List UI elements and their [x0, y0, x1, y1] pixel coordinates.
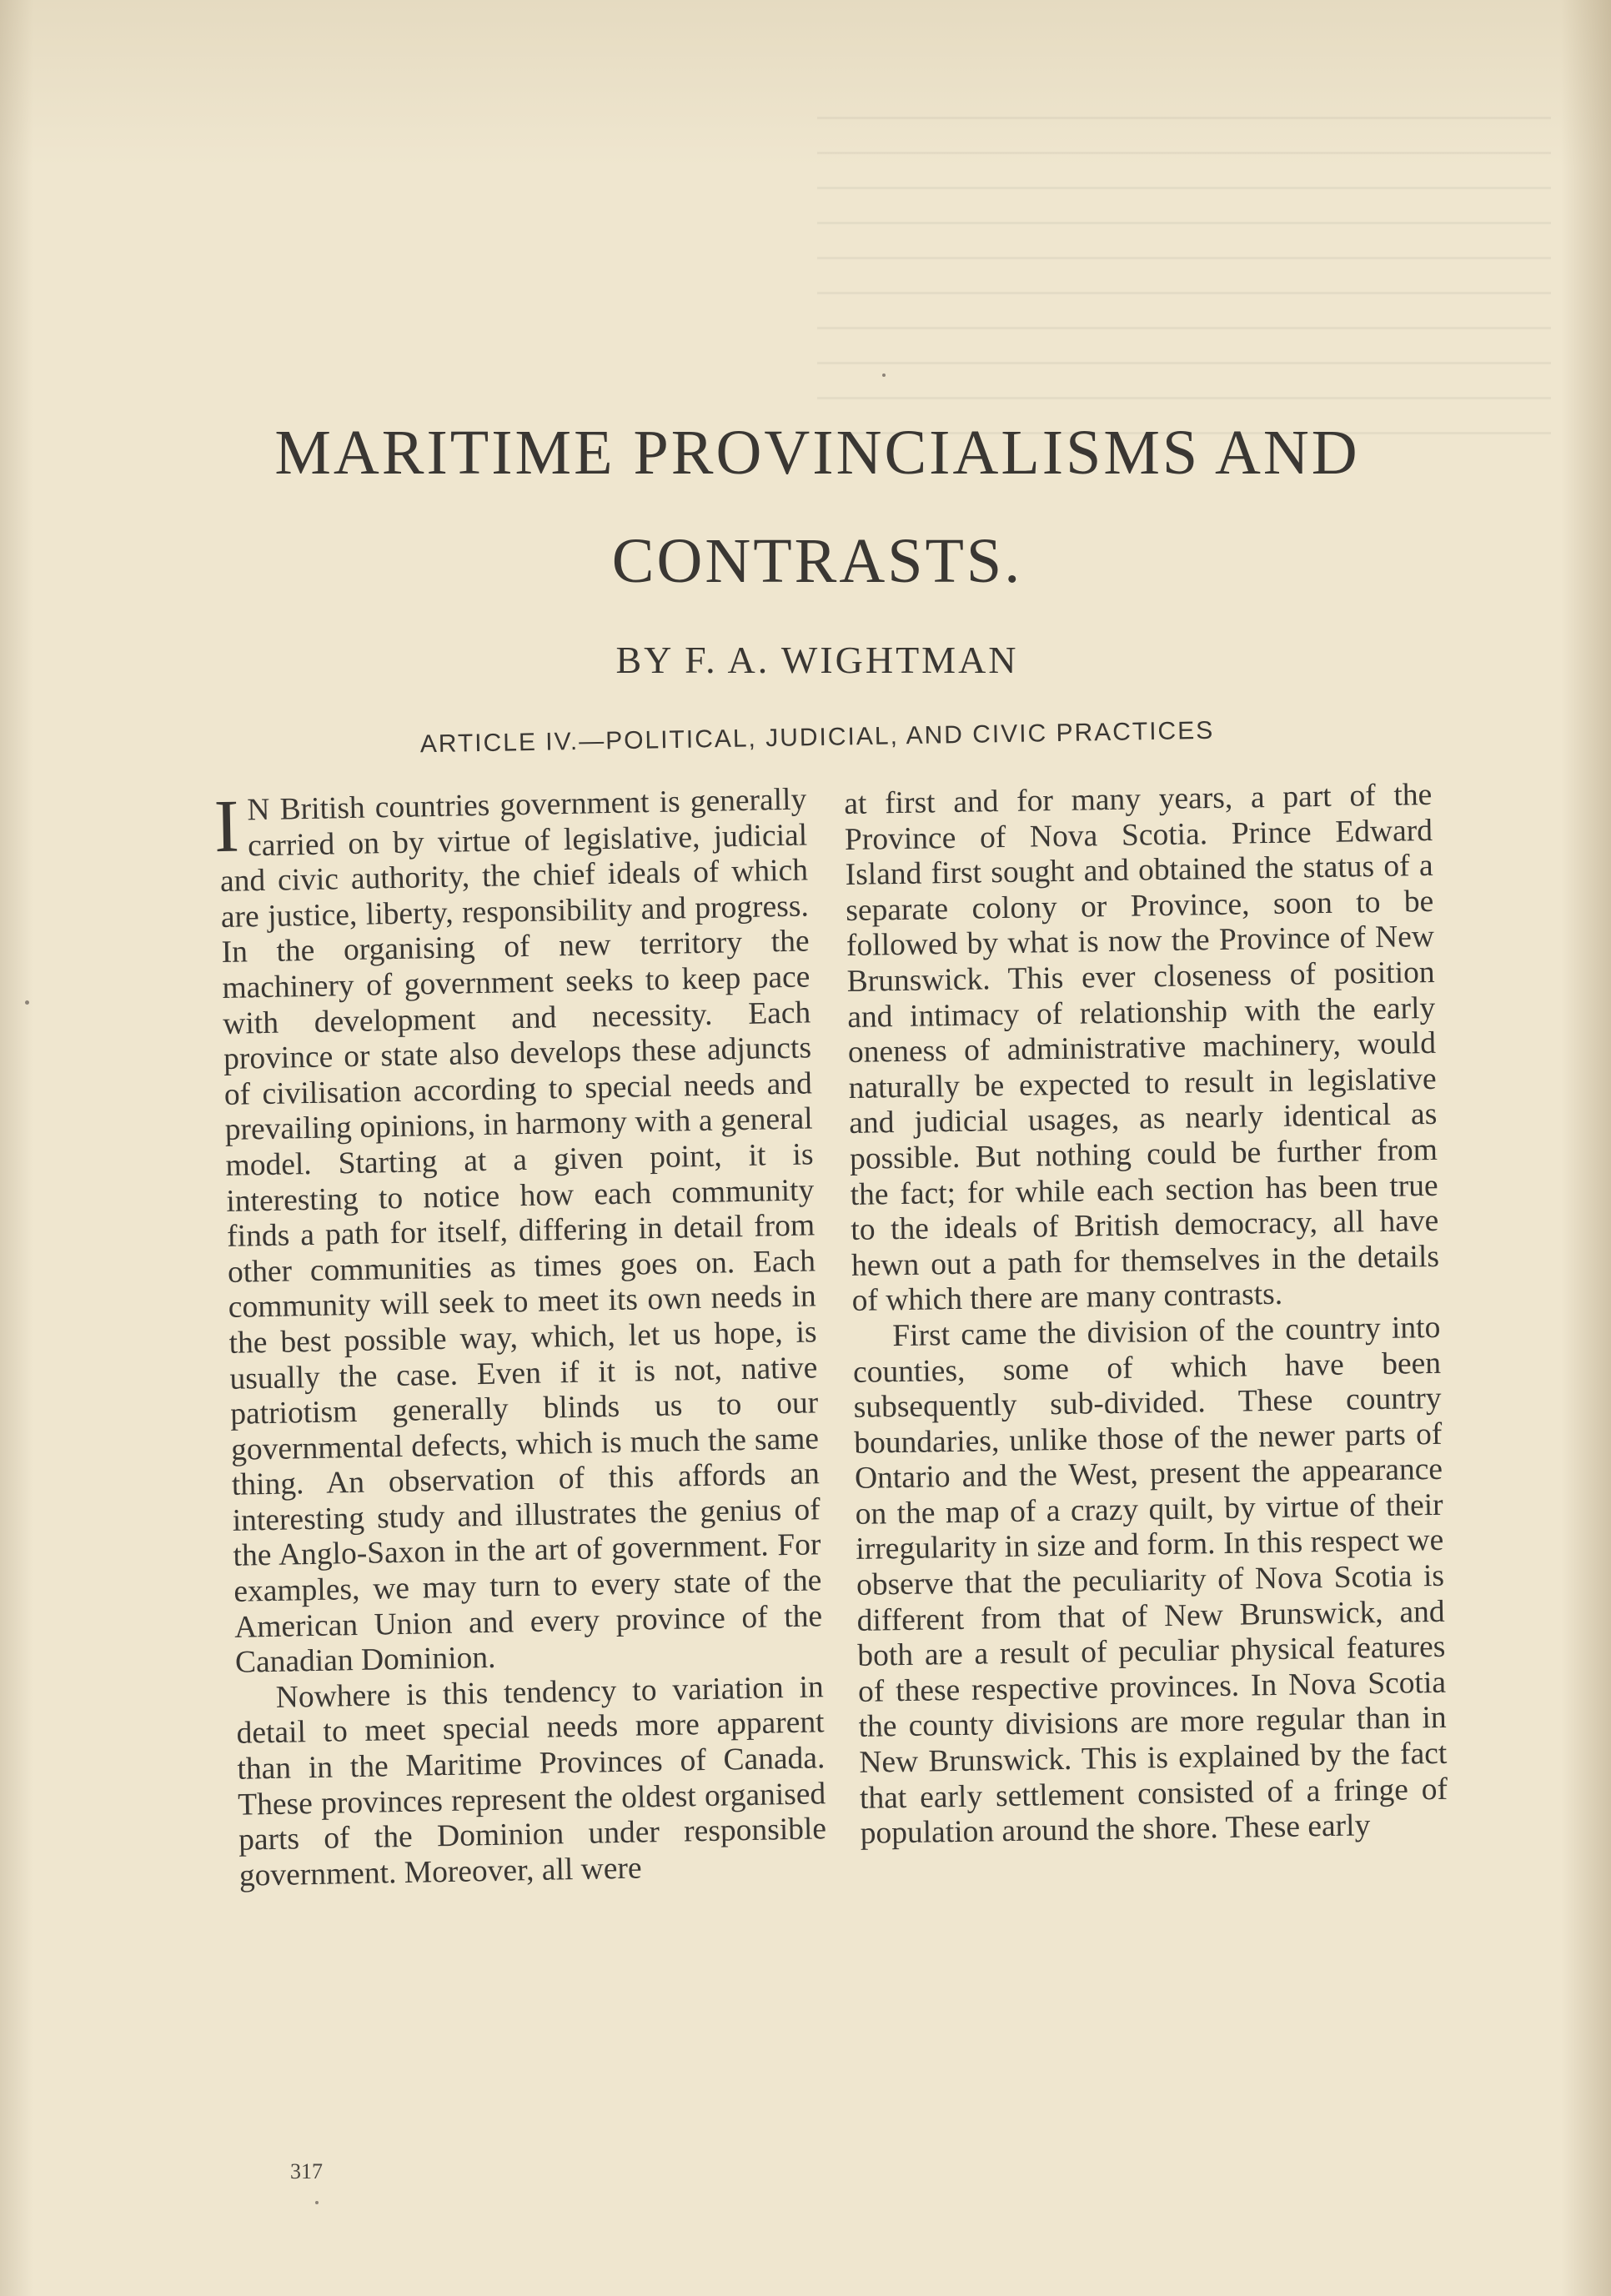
- paragraph-1: [213, 782, 823, 1681]
- paragraph-2-text: Nowhere is this tendency to variation in detail to meet special needs more apparent than in the Maritime Provinces of Canada. These provinces represent the oldest organised parts of the Dominion under responsible government. Moreover, all were: [236, 1670, 827, 1893]
- paragraph-1-text: British countries government is generally carried on by virtue of legislative, judicial and civic authority, the chief ideals of which are justice, liberty, responsibility and progress. In the organising of new territory the machinery of government seeks to keep pace with development and necessity. Each province or state also develops these adjuncts of civilisation according to special needs and prevailing opinions, in harmony with a general model. Starting at a given point, it is interesting to notice how each community finds a path for itself, differing in detail from other communities as times goes on. Each community will seek to meet its own needs in the best possible way, which, let us hope, is usually the case. Even if it is not, native patriotism generally blinds us to our governmental defects, which is much the same thing. An observation of this affords an interesting study and illustrates the genius of the Anglo-Saxon in the art of government. For examples, we may turn to every state of the American Union and every province of the Canadian Dominion.: [219, 782, 823, 1681]
- paragraph-3: [852, 1311, 1448, 1852]
- bleed-through-text: [817, 117, 1551, 467]
- paragraph-2-continued-text: at first and for many years, a part of the Province of Nova Scotia. Prince Edward Island first sought and obtained the status of a separate colony or Province, soon to be followed by what is now the Province of New Brunswick. This ever closeness of position and intimacy of relationship with the early oneness of administrative machinery, would naturally be expected to result in legislative and judicial usages, as nearly identical as possible. But nothing could be further from the fact; for while each section has been true to the ideals of British democracy, all have hewn out a path for themselves in the details of which there are many contrasts.: [844, 777, 1440, 1319]
- ink-speck: [25, 1000, 29, 1005]
- text-column-left: [213, 782, 827, 1894]
- page-number: 317: [290, 2159, 323, 2183]
- article-title-line-2: CONTRASTS.: [611, 526, 1023, 596]
- paragraph-2: [235, 1670, 827, 1894]
- first-word-rest: N: [246, 792, 270, 828]
- article-subtitle: ARTICLE IV.—POLITICAL, JUDICIAL, AND CIVIC PRACTICES: [419, 716, 1215, 759]
- article-title-line-1: MARITIME PROVINCIALISMS AND: [274, 418, 1360, 488]
- ink-speck: [315, 2201, 319, 2204]
- author-byline: BY F. A. WIGHTMAN: [615, 639, 1019, 681]
- drop-cap: I: [213, 785, 240, 869]
- paragraph-3-text: First came the division of the country into counties, some of which have been subsequently sub-divided. These country boundaries, unlike those of the newer parts of Ontario and the West, present the appearance on the map of a crazy quilt, by virtue of their irregularity in size and form. In this respect we observe that the peculiarity of Nova Scotia is different from that of New Brunswick, and both are a result of peculiar physical features of these respective provinces. In Nova Scotia the county divisions are more regular than in New Brunswick. This is explained by the fact that early settlement consisted of a fringe of population around the shore. These early: [852, 1310, 1448, 1852]
- ink-speck: [882, 373, 886, 377]
- paragraph-2-continued: [844, 778, 1440, 1320]
- text-column-right: [844, 778, 1448, 1852]
